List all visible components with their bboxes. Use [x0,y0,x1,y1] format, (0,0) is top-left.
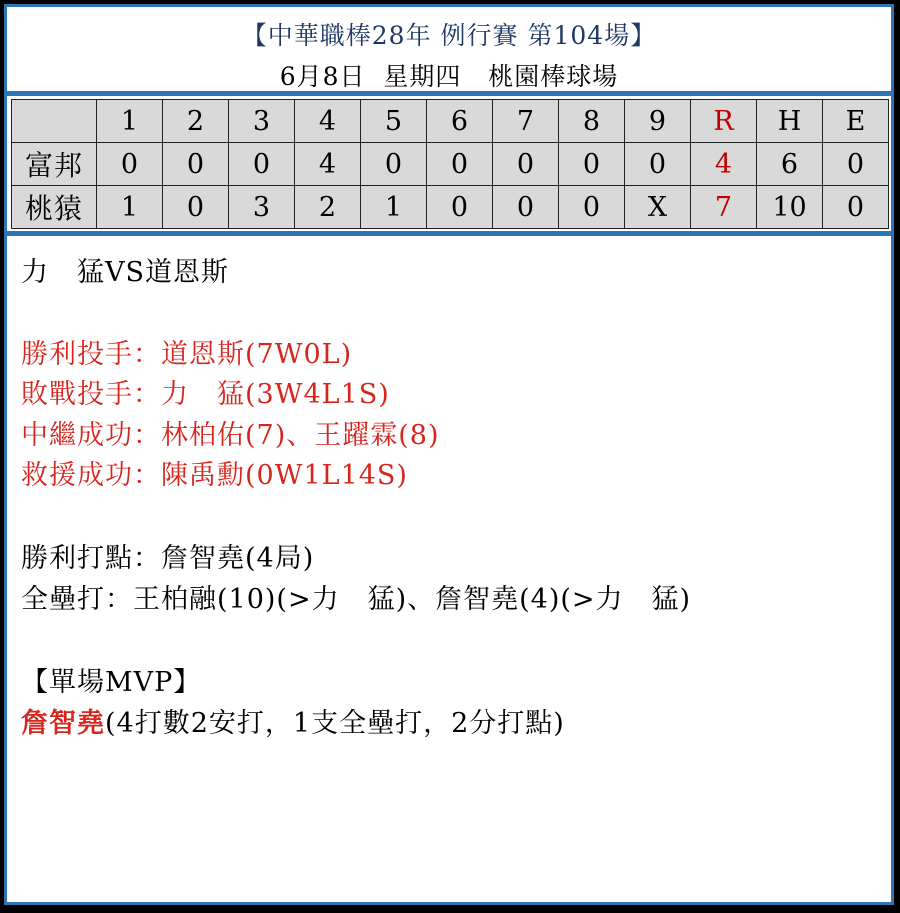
game-date-venue: 6月8日 星期四 桃園棒球場 [279,62,619,91]
header-cell-inning-2: 2 [163,100,229,143]
away-runs: 4 [691,143,757,186]
header-cell-inning-6: 6 [427,100,493,143]
away-inning-3: 0 [229,143,295,186]
away-inning-2: 0 [163,143,229,186]
away-inning-7: 0 [493,143,559,186]
pitching-matchup: 力 猛VS道恩斯 [21,257,229,288]
header-cell-inning-8: 8 [559,100,625,143]
linescore-row-home [12,186,889,229]
header-cell-blank [12,100,97,143]
team-name-home: 桃猿 [12,186,97,229]
linescore-row-away [12,143,889,186]
team-name-away: 富邦 [12,143,97,186]
game-summary [4,233,894,905]
home-inning-5: 1 [361,186,427,229]
header-cell-errors: E [823,100,889,143]
save: 救援成功：陳禹勳(0W1L14S) [21,460,408,491]
home-inning-3: 3 [229,186,295,229]
winning-pitcher: 勝利投手：道恩斯(7W0L) [21,339,353,370]
linescore-table [11,99,889,229]
game-header [4,4,894,94]
game-title: 【中華職棒28年 例行賽 第104場】 [241,21,657,50]
away-inning-8: 0 [559,143,625,186]
home-inning-4: 2 [295,186,361,229]
home-inning-8: 0 [559,186,625,229]
mvp-line [21,701,565,740]
away-inning-5: 0 [361,143,427,186]
home-errors: 0 [823,186,889,229]
header-cell-inning-1: 1 [97,100,163,143]
away-inning-9: 0 [625,143,691,186]
away-inning-6: 0 [427,143,493,186]
header-cell-hits: H [757,100,823,143]
away-inning-4: 4 [295,143,361,186]
scoreboard [4,93,894,234]
header-cell-inning-4: 4 [295,100,361,143]
home-runs: 7 [691,186,757,229]
mvp-label: 【單場MVP】 [21,667,202,698]
game-winning-rbi: 勝利打點：詹智堯(4局) [21,543,315,574]
header-cell-inning-7: 7 [493,100,559,143]
home-inning-1: 1 [97,186,163,229]
holds: 中繼成功：林柏佑(7)、王躍霖(8) [21,420,440,451]
home-inning-9: X [625,186,691,229]
mvp-name: 詹智堯 [21,708,105,739]
header-cell-inning-9: 9 [625,100,691,143]
home-inning-2: 0 [163,186,229,229]
away-errors: 0 [823,143,889,186]
home-inning-7: 0 [493,186,559,229]
away-hits: 6 [757,143,823,186]
home-hits: 10 [757,186,823,229]
header-cell-inning-5: 5 [361,100,427,143]
home-inning-6: 0 [427,186,493,229]
losing-pitcher: 敗戰投手：力 猛(3W4L1S) [21,379,390,410]
header-cell-inning-3: 3 [229,100,295,143]
away-inning-1: 0 [97,143,163,186]
header-cell-runs: R [691,100,757,143]
home-runs: 全壘打：王柏融(10)(>力 猛)、詹智堯(4)(>力 猛) [21,584,692,615]
mvp-stats: (4打數2安打，1支全壘打，2分打點) [105,708,565,739]
linescore-header-row [12,100,889,143]
